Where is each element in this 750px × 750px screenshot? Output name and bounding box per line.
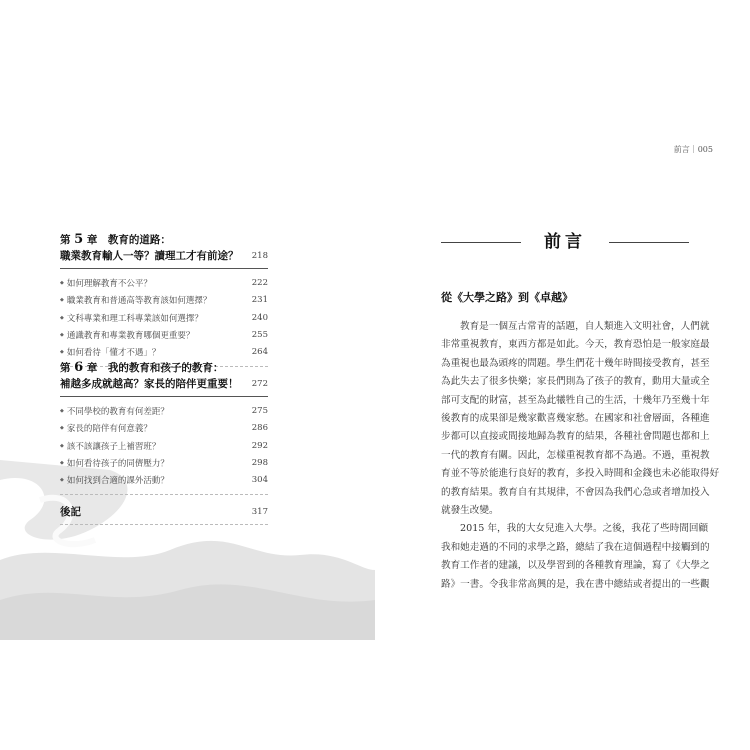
body-line: 為此失去了很多快樂；家長們則為了孩子的教育，動用大量或全	[441, 376, 710, 388]
body-line: 步都可以直接或間接地歸為教育的結果，各種社會問題也都和上	[441, 431, 710, 443]
toc-entry[interactable]: ◆ 不同學校的教育有何差距？ 275	[60, 406, 268, 417]
preface-body	[441, 318, 720, 594]
toc-entry[interactable]: ◆ 家長的陪伴有何意義？ 286	[60, 423, 268, 434]
body-line: 為重視也最為頭疼的問題。學生們花十幾年時間接受教育，甚至	[441, 357, 710, 369]
toc-entry[interactable]: ◆ 文科專業和理工科專業該如何選擇？ 240	[60, 312, 268, 324]
bullet-icon: ◆	[60, 297, 64, 304]
toc-entry[interactable]: ◆ 職業教育和普通高等教育該如何選擇？ 231	[60, 295, 268, 306]
chapter-6-subtitle: 補越多成就越高？家長的陪伴更重要！	[60, 378, 239, 390]
chapter-5-subtitle: 職業教育輸人一等？讀理工才有前途？	[60, 250, 239, 262]
toc-chapter-6	[60, 360, 268, 495]
bullet-icon: ◆	[60, 459, 64, 466]
toc-entry[interactable]: ◆ 如何看待孩子的同儕壓力？ 298	[60, 457, 268, 469]
heading-rule-right	[609, 242, 689, 243]
bullet-icon: ◆	[60, 477, 64, 483]
body-line: 育並不等於能進行良好的教育，多投入時間和金錢也未必能取得好	[441, 468, 720, 480]
body-line: 非常重視教育，東西方都是如此。今天，教育恐怕是一般家庭最	[441, 339, 710, 351]
body-line: 一代的教育有關。因此，怎樣重視教育都不為過。不過，重視教	[441, 449, 710, 461]
afterword-divider	[60, 524, 268, 525]
chapter-6-items	[60, 403, 268, 489]
chapter-6-rule	[60, 396, 268, 397]
body-line: 我和她走過的不同的求學之路，總結了我在這個過程中接觸到的	[441, 541, 710, 553]
toc-entry[interactable]: ◆ 如何看待「懂才不遇」？ 264	[60, 347, 268, 358]
body-line: 部可支配的財富，甚至為此犧牲自己的生活，十幾年乃至幾十年	[441, 394, 710, 406]
chapter-5-subtitle-row	[60, 248, 268, 264]
toc-chapter-5	[60, 232, 268, 367]
body-line: 2015 年，我的大女兒進入大學。之後，我花了些時間回顧	[460, 523, 709, 535]
toc-entry[interactable]: ◆ 通識教育和專業教育哪個更重要？ 255	[60, 329, 268, 341]
bullet-icon: ◆	[60, 331, 64, 338]
running-head: 前言｜005	[673, 145, 713, 154]
chapter-5-items	[60, 275, 268, 361]
toc-afterword[interactable]	[60, 505, 268, 525]
chapter-6-subtitle-row	[60, 376, 268, 392]
chapter-6-page: 272	[251, 379, 268, 389]
bullet-icon: ◆	[60, 408, 64, 414]
preface-subheading: 從《大學之路》到《卓越》	[441, 291, 573, 304]
body-line: 的教育結果。教育自有其規律，不會因為我們心急或者增加投入	[441, 486, 710, 498]
bullet-icon: ◆	[60, 314, 64, 321]
chapter-5-title: 第 5 章 教育的道路：	[60, 232, 171, 247]
afterword-title: 後記	[60, 506, 81, 518]
bullet-icon: ◆	[60, 425, 64, 432]
bullet-icon: ◆	[60, 349, 64, 355]
body-line: 教育工作者的建議，以及學習到的各種教育理論，寫了《大學之	[441, 560, 710, 572]
preface-heading: 前言	[544, 232, 586, 252]
preface-heading-block	[441, 232, 689, 252]
toc-entry[interactable]: ◆ 如何找到合適的課外活動？ 304	[60, 475, 268, 486]
chapter-5-page: 218	[251, 251, 268, 261]
bullet-icon: ◆	[60, 442, 64, 449]
body-line: 路》一書。令我非常高興的是，我在書中總結或者提出的一些觀	[441, 578, 710, 590]
body-line: 就發生改變。	[441, 505, 499, 517]
chapter-6-divider	[60, 494, 268, 495]
toc-entry[interactable]: ◆ 該不該讓孩子上補習班？ 292	[60, 440, 268, 452]
body-line: 後教育的成果卻是幾家歡喜幾家愁。在國家和社會層面，各種進	[441, 413, 710, 425]
chapter-5-rule	[60, 268, 268, 269]
chapter-6-title: 第 6 章 我的教育和孩子的教育：	[60, 360, 224, 375]
toc-entry[interactable]: ◆ 如何理解教育不公平？ 222	[60, 278, 268, 289]
body-line: 教育是一個亙古常青的話題，自人類進入文明社會，人們就	[460, 321, 710, 332]
afterword-page: 317	[251, 507, 268, 517]
bullet-icon: ◆	[60, 280, 64, 286]
